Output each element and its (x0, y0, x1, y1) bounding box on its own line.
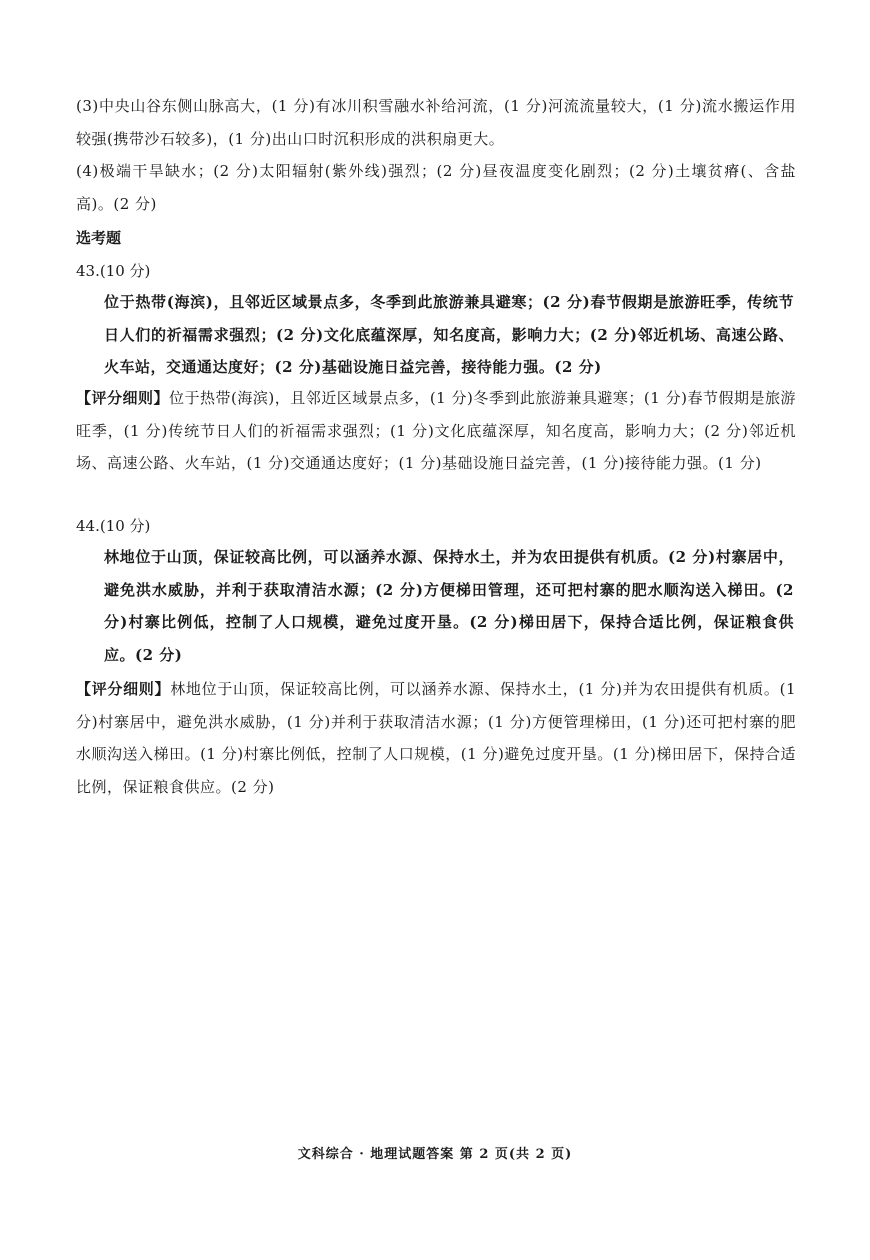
question-44-scoring-rules (76, 673, 796, 803)
section-title: 选考题 (76, 229, 122, 247)
scoring-rules-text: 位于热带(海滨)，且邻近区域景点多，(1 分)冬季到此旅游兼具避寒；(1 分)春节假期是旅游旺季，(1 分)传统节日人们的祈福需求强烈；(1 分)文化底蕴深厚，知名度高，影响力大；(2 分)邻近机场、高速公路、火车站，(1 分)交通通达度好；(1 分)基础设施日益完善，(1 分)接待能力强。(1 分) (76, 389, 796, 472)
question-43-number: 43.(10 分) (76, 262, 151, 280)
scoring-rules-label: 【评分细则】 (76, 389, 170, 407)
question-44-number: 44.(10 分) (76, 517, 151, 535)
scoring-rules-text: 林地位于山顶，保证较高比例，可以涵养水源、保持水土，(1 分)并为农田提供有机质。(1 分)村寨居中，避免洪水威胁，(1 分)并利于获取清洁水源；(1 分)方便管理梯田，(1 分)还可把村寨的肥水顺沟送入梯田。(1 分)村寨比例低，控制了人口规模，(1 分)避免过度开垦。(1 分)梯田居下，保持合适比例，保证粮食供应。(2 分) (76, 680, 796, 796)
answer-q3: (3)中央山谷东侧山脉高大，(1 分)有冰川积雪融水补给河流，(1 分)河流流量较大，(1 分)流水搬运作用较强(携带沙石较多)，(1 分)出山口时沉积形成的洪积扇更大。 (76, 97, 796, 148)
page-footer: 文科综合 · 地理试题答案 第 2 页(共 2 页) (297, 1147, 573, 1162)
answer-q4: (4)极端干旱缺水；(2 分)太阳辐射(紫外线)强烈；(2 分)昼夜温度变化剧烈；(2 分)土壤贫瘠(、含盐高)。(2 分) (76, 162, 796, 213)
scoring-rules-label: 【评分细则】 (76, 680, 171, 698)
question-44-answer: 林地位于山顶，保证较高比例，可以涵养水源、保持水土，并为农田提供有机质。(2 分)村寨居中，避免洪水威胁，并利于获取清洁水源；(2 分)方便梯田管理，还可把村寨的肥水顺沟送入梯田。(2 分)村寨比例低，控制了人口规模，避免过度开垦。(2 分)梯田居下，保持合适比例，保证粮食供应。(2 分) (104, 548, 794, 664)
question-43-scoring-rules (76, 382, 796, 480)
question-43-answer: 位于热带(海滨)，且邻近区域景点多，冬季到此旅游兼具避寒；(2 分)春节假期是旅游旺季，传统节日人们的祈福需求强烈；(2 分)文化底蕴深厚，知名度高，影响力大；(2 分)邻近机场、高速公路、火车站，交通通达度好；(2 分)基础设施日益完善，接待能力强。(2 分) (104, 293, 794, 376)
